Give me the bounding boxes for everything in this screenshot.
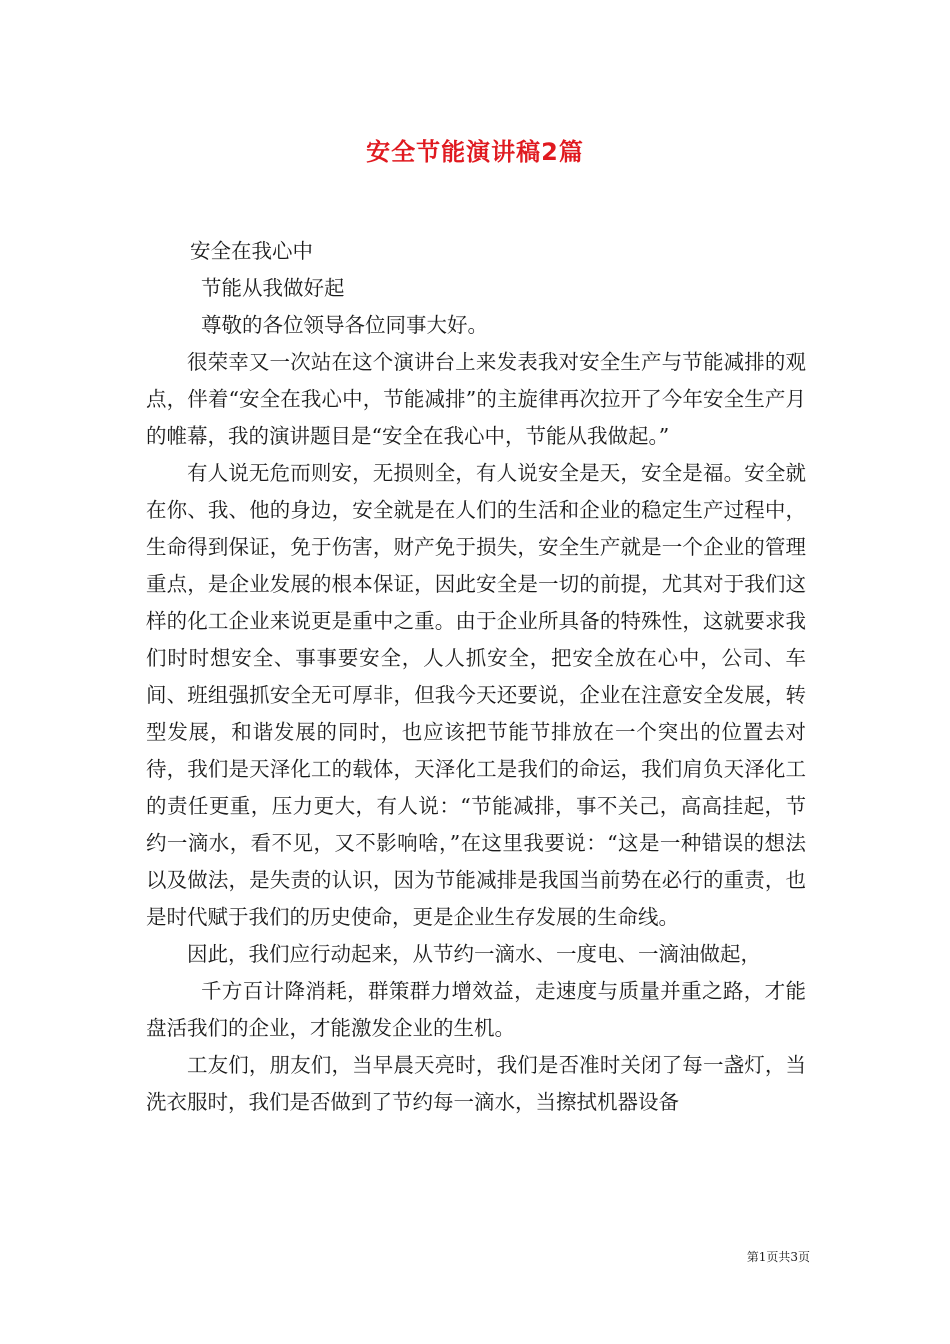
subtitle-safety: 安全在我心中 [190, 239, 313, 263]
paragraph: 很荣幸又一次站在这个演讲台上来发表我对安全生产与节能减排的观点，伴着“安全在我心中，节能减排”的主旋律再次拉开了今年安全生产月的帷幕，我的演讲题目是“安全在我心中，节能从我做起。” [146, 350, 806, 448]
paragraph: 因此，我们应行动起来，从节约一滴水、一度电、一滴油做起， [187, 942, 761, 966]
document-title: 安全节能演讲稿2篇 [366, 138, 584, 166]
paragraph: 工友们，朋友们，当早晨天亮时，我们是否准时关闭了每一盏灯，当洗衣服时，我们是否做到了节约每一滴水，当擦拭机器设备 [146, 1053, 806, 1114]
document-body [146, 233, 806, 1121]
page-number: 第1页共3页 [746, 1250, 810, 1264]
paragraph: 千方百计降消耗，群策群力增效益，走速度与质量并重之路，才能盘活我们的企业，才能激发企业的生机。 [146, 979, 806, 1040]
paragraph: 有人说无危而则安，无损则全，有人说安全是天，安全是福。安全就在你、我、他的身边，安全就是在人们的生活和企业的稳定生产过程中，生命得到保证，免于伤害，财产免于损失，安全生产就是一个企业的管理重点，是企业发展的根本保证，因此安全是一切的前提，尤其对于我们这样的化工企业来说更是重中之重。由于企业所具备的特殊性，这就要求我们时时想安全、事事要安全，人人抓安全，把安全放在心中，公司、车间、班组强抓安全无可厚非，但我今天还要说，企业在注意安全发展，转型发展，和谐发展的同时，也应该把节能节排放在一个突出的位置去对待，我们是天泽化工的载体，天泽化工是我们的命运，我们肩负天泽化工的责任更重，压力更大，有人说：“节能减排，事不关己，高高挂起，节约一滴水，看不见，又不影响啥，”在这里我要说：“这是一种错误的想法以及做法，是失责的认识，因为节能减排是我国当前势在必行的重责，也是时代赋于我们的历史使命，更是企业生存发展的生命线。 [146, 461, 806, 929]
greeting: 尊敬的各位领导各位同事大好。 [201, 313, 488, 337]
subtitle-energy: 节能从我做好起 [201, 276, 345, 300]
